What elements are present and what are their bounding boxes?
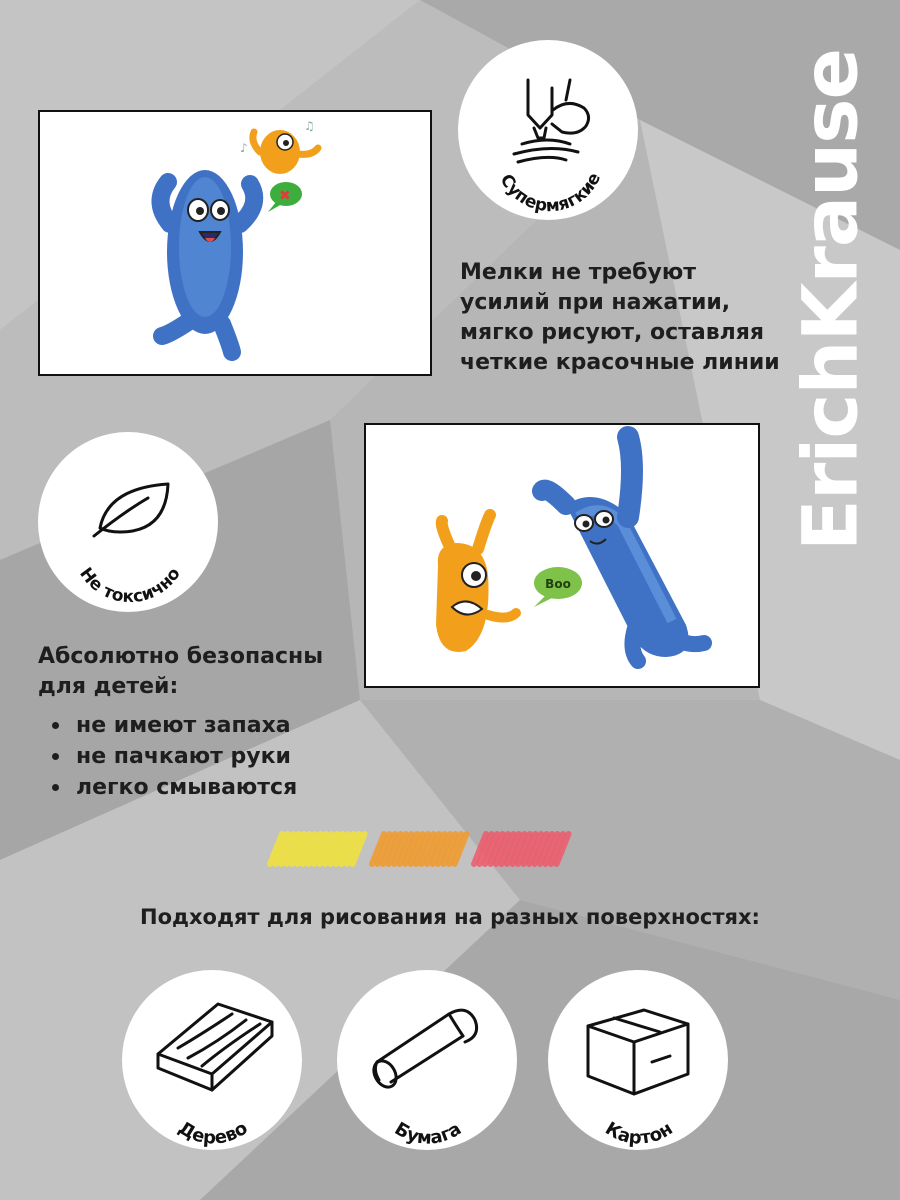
leaf-icon (94, 484, 168, 536)
supersoft-badge-label: Супермягкие (495, 169, 606, 217)
swatch-pink (474, 834, 569, 864)
paper-roll-icon (369, 1010, 476, 1091)
description-line: для детей: (38, 674, 179, 699)
brand-logo (785, 20, 875, 580)
surface-label: Бумага (390, 1118, 466, 1149)
list-item-text: не пачкают руки (76, 744, 291, 769)
supersoft-description (460, 258, 780, 378)
illustration-middle (364, 423, 760, 688)
surface-cardboard (548, 970, 728, 1150)
supersoft-badge (458, 40, 638, 220)
list-item (38, 772, 297, 803)
description-line: усилий при нажатии, (460, 290, 731, 315)
bullet-dot (52, 722, 59, 729)
svg-text:♫: ♫ (304, 119, 315, 133)
list-item-text: легко смываются (76, 775, 298, 800)
list-item (38, 741, 297, 772)
list-item (38, 710, 297, 741)
speech-bubble-text: Boo (545, 577, 571, 591)
wood-plank-icon (158, 1004, 272, 1090)
description-line: мягко рисуют, оставляя (460, 320, 765, 345)
svg-text:Супермягкие (496, 170, 605, 217)
nontoxic-badge-label: Не токсично (75, 564, 185, 608)
description-line: Мелки не требуют (460, 260, 696, 285)
surface-wood (122, 970, 302, 1150)
crayon-swatches (262, 820, 582, 880)
illustration-top (38, 110, 432, 376)
surface-label: Дерево (174, 1117, 252, 1149)
brand-name: ErichKrause (785, 48, 875, 552)
nontoxic-description (38, 642, 323, 702)
surface-paper (337, 970, 517, 1150)
description-line: четкие красочные линии (460, 350, 780, 375)
swatch-orange (372, 834, 467, 864)
swatch-yellow (270, 834, 365, 864)
crayon-drawing-icon (514, 80, 589, 162)
monsters-illustration-middle (366, 425, 758, 686)
monsters-illustration-top (40, 112, 430, 374)
svg-text:♪: ♪ (240, 141, 248, 155)
svg-text:Бумага (391, 1118, 465, 1149)
svg-text:✖: ✖ (279, 188, 291, 204)
svg-text:Дерево (174, 1117, 251, 1148)
svg-text:Не токсично (75, 564, 184, 607)
surface-label: Картон (601, 1118, 677, 1149)
nontoxic-badge (38, 432, 218, 612)
svg-text:Картон (601, 1118, 676, 1149)
list-item-text: не имеют запаха (76, 713, 291, 738)
bullet-dot (52, 784, 59, 791)
cardboard-box-icon (588, 1010, 688, 1094)
surfaces-heading: Подходят для рисования на разных поверхностях: (140, 905, 760, 929)
description-line: Абсолютно безопасны (38, 644, 324, 669)
nontoxic-bullets (38, 710, 297, 803)
bullet-dot (52, 753, 59, 760)
